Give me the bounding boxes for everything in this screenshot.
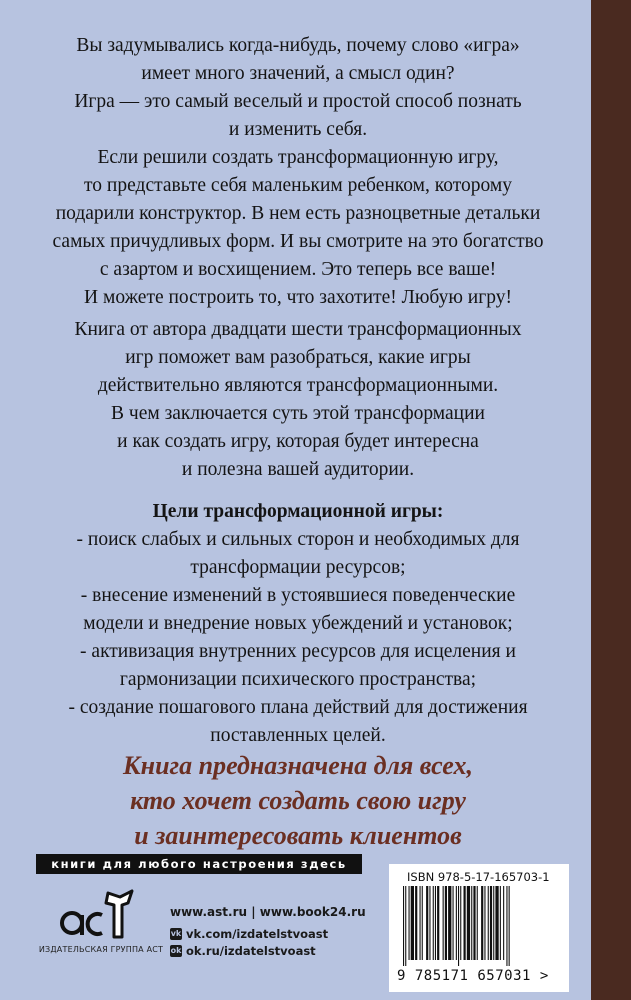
barcode-bar: [422, 886, 423, 960]
goals-line: - активизация внутренних ресурсов для исцеления и: [80, 641, 516, 662]
barcode-bar: [411, 886, 414, 960]
vk-link[interactable]: [170, 927, 380, 941]
barcode-bar: [403, 886, 404, 966]
barcode-digits: 9 785171 657031 >: [397, 968, 549, 984]
barcode-bar: [473, 886, 475, 960]
barcode-bar: [500, 886, 501, 960]
goals-line: - создание пошагового плана действий для достижения: [68, 697, 528, 718]
publisher-name: ИЗДАТЕЛЬСКАЯ ГРУППА АСТ: [38, 945, 164, 954]
barcode-bar: [471, 886, 472, 960]
goals-list: [26, 526, 570, 750]
barcode-bar: [409, 886, 410, 960]
intro-line: Игра — это самый веселый и простой способ познать: [74, 91, 522, 112]
goals-line: модели и внедрение новых убеждений и установок;: [83, 613, 513, 634]
about-paragraph: [26, 316, 570, 484]
tagline: [26, 748, 570, 853]
ok-link[interactable]: [170, 944, 380, 958]
barcode-bar: [458, 886, 459, 966]
vk-link-text: vk.com/izdatelstvoast: [186, 927, 329, 941]
barcode-bar: [481, 886, 483, 960]
intro-line: Вы задумывались когда-нибудь, почему слово «игра»: [76, 35, 520, 56]
intro-line: самых причудливых форм. И вы смотрите на это богатство: [52, 231, 544, 252]
barcode-bar: [456, 886, 457, 960]
about-line: В чем заключается суть этой трансформации: [111, 403, 485, 424]
barcode-bar: [445, 886, 447, 960]
barcode-bar: [435, 886, 436, 960]
ast-logo-icon: [58, 883, 138, 943]
barcode-bar: [490, 886, 492, 960]
barcode-bar: [495, 886, 498, 960]
barcode-bar: [426, 886, 428, 960]
publisher-links: [170, 905, 380, 961]
barcode-bar: [509, 886, 510, 966]
barcode-bar: [429, 886, 430, 960]
intro-line: с азартом и восхищением. Это теперь все ваше!: [99, 259, 497, 280]
barcode-bar: [443, 886, 444, 960]
barcode-bar: [453, 886, 454, 960]
barcode-bar: [503, 886, 504, 960]
barcode-bar: [448, 886, 451, 960]
spine-strip: [591, 0, 631, 1000]
barcode-bars-icon: [399, 886, 559, 966]
intro-line: И можете построить то, что захотите! Любую игру!: [84, 287, 512, 308]
barcode-bar: [464, 886, 466, 960]
barcode-bar: [437, 886, 439, 960]
barcode-bar: [506, 886, 507, 966]
tagline-line: кто хочет создать свою игру: [130, 786, 466, 815]
about-line: игр поможет вам разобраться, какие игры: [125, 347, 471, 368]
barcode-bar: [420, 886, 421, 960]
about-line: и как создать игру, которая будет интересна: [117, 431, 479, 452]
websites-link[interactable]: www.ast.ru | www.book24.ru: [170, 905, 366, 919]
tagline-line: Книга предназначена для всех,: [123, 751, 473, 780]
barcode-bar: [493, 886, 494, 960]
goals-line: - внесение изменений в устоявшиеся поведенческие: [80, 585, 516, 606]
intro-line: подарили конструктор. В нем есть разноцветные детальки: [55, 203, 541, 224]
barcode-box: [389, 864, 569, 992]
goals-title: Цели трансформационной игры:: [152, 501, 444, 522]
about-line: Книга от автора двадцати шести трансформационных: [74, 319, 522, 340]
barcode-bar: [467, 886, 470, 960]
tagline-line: и заинтересовать клиентов: [134, 821, 462, 850]
goals-line: поставленных целей.: [210, 725, 386, 746]
ok-icon: ok: [170, 946, 182, 955]
intro-paragraph: [26, 32, 570, 312]
slogan-strip: книги для любого настроения здесь: [36, 854, 362, 874]
barcode-bar: [460, 886, 461, 960]
barcode-bar: [488, 886, 489, 960]
intro-line: имеет много значений, а смысл один?: [141, 63, 455, 84]
goals-section: [26, 498, 570, 750]
goals-line: гармонизации психического пространства;: [119, 669, 477, 690]
barcode-bar: [405, 886, 406, 966]
vk-icon: vk: [170, 929, 182, 938]
about-line: действительно являются трансформационными.: [97, 375, 499, 396]
intro-line: Если решили создать трансформационную игру,: [97, 147, 499, 168]
barcode-bar: [477, 886, 478, 960]
goals-line: - поиск слабых и сильных сторон и необходимых для: [76, 529, 520, 550]
intro-line: и изменить себя.: [228, 119, 368, 140]
about-line: и полезна вашей аудитории.: [181, 459, 415, 480]
isbn-label: ISBN 978-5-17-165703-1: [407, 870, 550, 884]
barcode-bar: [415, 886, 417, 960]
goals-line: трансформации ресурсов;: [190, 557, 406, 578]
ok-link-text: ok.ru/izdatelstvoast: [186, 944, 316, 958]
barcode-bar: [433, 886, 434, 960]
barcode-bar: [484, 886, 485, 960]
publisher-logo-block: [36, 883, 162, 958]
intro-line: то представьте себя маленьким ребенком, которому: [84, 175, 512, 196]
